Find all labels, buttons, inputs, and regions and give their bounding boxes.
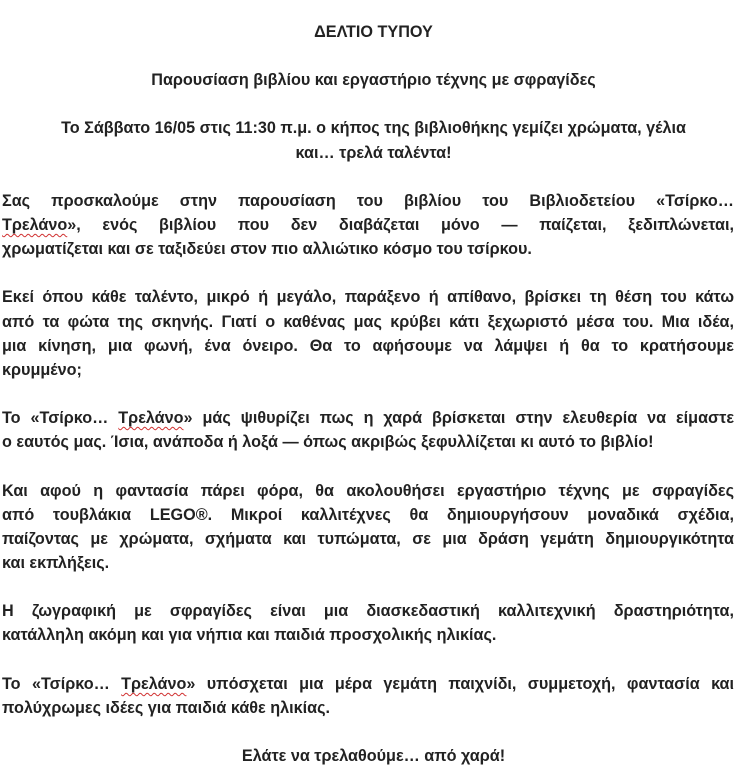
document-subtitle: Παρουσίαση βιβλίου και εργαστήριο τέχνης με σφραγίδες <box>151 71 596 89</box>
paragraph-line: από τουβλάκια LEGO®. Μικροί καλλιτέχνες θα δημιουργήσουν μοναδικά σχέδια, <box>2 506 734 524</box>
headline-line: Το Σάββατο 16/05 στις 11:30 π.μ. ο κήπος της βιβλιοθήκης γεμίζει χρώματα, γέλια <box>61 119 686 137</box>
paragraph-line: και εκπλήξεις. <box>2 554 110 572</box>
paragraph-line: Σας προσκαλούμε στην παρουσίαση του βιβλίου του Βιβλιοδετείου «Τσίρκο… <box>2 192 734 210</box>
paragraph-line: Εκεί όπου κάθε ταλέντο, μικρό ή μεγάλο, παράξενο ή απίθανο, βρίσκει τη θέση του κάτω <box>2 288 734 306</box>
paragraph-line <box>2 215 734 235</box>
paragraph-line <box>2 408 734 428</box>
paragraph-line: κρυμμένο; <box>2 361 82 379</box>
line-text: Το «Τσίρκο… <box>2 409 119 427</box>
book-title-word: Τρελάνο <box>121 675 187 693</box>
line-text: » μάς ψιθυρίζει πως η χαρά βρίσκεται στην ελευθερία να είμαστε <box>183 409 735 427</box>
headline-line: και… τρελά ταλέντα! <box>295 144 452 162</box>
paragraph-line: ο εαυτός μας. Ίσια, ανάποδα ή λοξά — όπως ακριβώς ξεφυλλίζεται κι αυτό το βιβλίο! <box>2 433 654 451</box>
paragraph-line: παίζοντας με χρώματα, σχήματα και τυπώματα, σε μια δράση γεμάτη δημιουργικότητα <box>2 530 734 548</box>
book-title-word: Τρελάνο <box>118 409 184 427</box>
paragraph-line: μια κίνηση, μια φωνή, ένα όνειρο. Θα το αφήσουμε να λάμψει ή θα το κρατήσουμε <box>2 337 734 355</box>
line-text: », ενός βιβλίου που δεν διαβάζεται μόνο — παίζεται, ξεδιπλώνεται, <box>67 216 734 234</box>
paragraph-line: από τα φώτα της σκηνής. Γιατί ο καθένας μας κρύβει κάτι ξεχωριστό μέσα του. Μια ιδέα, <box>2 313 734 331</box>
paragraph-line <box>2 674 734 694</box>
line-text: Το «Τσίρκο… <box>2 675 122 693</box>
paragraph-line: πολύχρωμες ιδέες για παιδιά κάθε ηλικίας. <box>2 699 330 717</box>
closing-line: Ελάτε να τρελαθούμε… από χαρά! <box>241 747 506 765</box>
book-title-word: Τρελάνο <box>2 216 68 234</box>
line-text: » υπόσχεται μια μέρα γεμάτη παιχνίδι, συμμετοχή, φαντασία και <box>186 675 735 693</box>
document-title: ΔΕΛΤΙΟ ΤΥΠΟΥ <box>314 23 433 41</box>
paragraph-line: Η ζωγραφική με σφραγίδες είναι μια διασκεδαστική καλλιτεχνική δραστηριότητα, <box>2 602 734 620</box>
paragraph-line: Και αφού η φαντασία πάρει φόρα, θα ακολουθήσει εργαστήριο τέχνης με σφραγίδες <box>2 482 734 500</box>
paragraph-line: χρωματίζεται και σε ταξιδεύει στον πιο αλλιώτικο κόσμο του τσίρκου. <box>2 240 532 258</box>
paragraph-line: κατάλληλη ακόμη και για νήπια και παιδιά προσχολικής ηλικίας. <box>2 626 497 644</box>
